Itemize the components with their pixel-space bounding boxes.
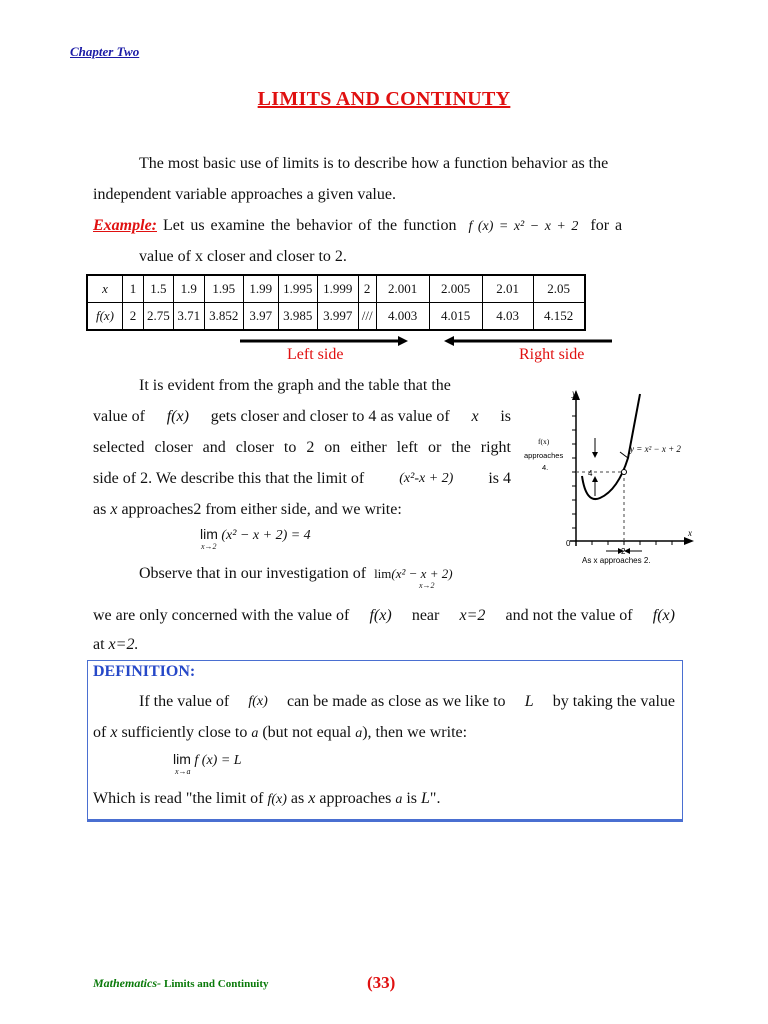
table-cell-x: 1.995 [278,275,317,303]
page-number: (33) [367,973,396,992]
example-text: Let us examine the behavior of the function [163,217,457,234]
definition-line-2 [93,717,467,749]
values-table [86,274,586,331]
text: If the value of [139,693,230,710]
a-term: a [395,792,403,807]
origin-label: 0 [566,539,571,548]
x-term: x [308,790,316,807]
fx-term: f(x) [166,408,189,425]
text: can be made as close as we like to [286,693,506,710]
footer-subject-label: Mathematics- [93,976,161,990]
text: Which is read "the limit of [93,790,264,807]
text: as [93,501,107,518]
table-cell-x: 2.05 [533,275,585,303]
fx-term: f(x) [652,607,675,624]
text: and not the value of [505,607,633,624]
footer-subject [93,976,269,991]
text: approaches2 from either side, and we write: [121,501,402,518]
hole-point [622,470,627,475]
table-cell-fx: 4.152 [533,303,585,331]
table-cell-fx: 3.852 [204,303,243,331]
x-term: x [110,501,118,518]
page-title: LIMITS AND CONTINUTY [257,88,511,110]
example-line-2: value of x closer and closer to 2. [139,248,347,265]
at-line [93,629,138,660]
lim-expr: (x² − x + 2) = 4 [221,528,311,543]
text: sufficiently close to [121,724,248,741]
x-axis-arrow-icon [684,537,694,545]
definition-lim-subscript: x→a [175,767,191,776]
example-label: Example: [93,217,157,234]
intro-line-2: independent variable approaches a given value. [93,186,396,203]
text: we are only concerned with the value of [93,607,350,624]
explanation-line-1: It is evident from the graph and the table that the [139,377,451,394]
text: is 4 [488,470,511,487]
text: is [500,408,511,425]
lim-subscript: x→2 [201,542,217,551]
table-cell-x: 1.999 [317,275,358,303]
table-cell-fx: 2.75 [144,303,174,331]
text: of [93,724,107,741]
explanation-line-5 [93,494,511,525]
table-cell-fx: 3.985 [278,303,317,331]
text: gets closer and closer to 4 as value of [210,408,450,425]
y-axis-label: y [572,388,576,398]
table-cell-x: 1.5 [144,275,174,303]
text: (but not equal [262,724,352,741]
fx-note-3: 4. [542,463,549,472]
definition-line-1 [93,686,675,717]
x-term: x=2. [108,636,139,653]
text: side of 2. We describe this that the limit of [93,470,365,487]
definition-title: DEFINITION: [93,663,196,680]
table-cell-fx: 3.97 [243,303,278,331]
observe-lim: lim [374,566,392,581]
table-cell-x: 1.99 [243,275,278,303]
x-axis-label: x [688,528,692,538]
text: ), then we write: [362,724,468,741]
lim-expr: f (x) = L [194,753,242,768]
text: at [93,636,105,653]
tick-4-label: 4 [588,469,593,478]
text: as [290,790,305,807]
parabola-graph [520,386,710,568]
L-term: L [524,693,534,710]
table-row-x [87,275,585,303]
left-side-label: Left side [287,346,344,363]
curve-label: y = x² − x + 2 [630,444,681,454]
observe-line [139,565,453,583]
example-formula: f (x) = x² − x + 2 [468,219,579,234]
fx-note-1: f(x) [538,437,550,446]
lim-word: lim [173,751,191,767]
table-cell-fx: 4.03 [482,303,533,331]
a-term: a [355,726,363,741]
concern-line [93,600,675,631]
table-cell-x: 2 [358,275,376,303]
explanation-line-2 [93,401,511,432]
observe-subscript: x→2 [419,581,435,590]
fx-term: f(x) [267,792,287,807]
text: approaches [319,790,392,807]
example-line [93,210,675,242]
x-term: x=2 [459,607,486,624]
table-cell-x: 1.95 [204,275,243,303]
intro-line-1: The most basic use of limits is to describe how a function behavior as the [139,155,609,172]
table-cell-fx: 2 [123,303,144,331]
table-cell-x: 2.001 [376,275,429,303]
x-term: x [471,408,479,425]
explanation-line-4 [93,463,511,494]
definition-read-line [93,783,440,815]
text: ". [429,790,441,807]
explanation-line-3: selected closer and closer to 2 on either left or the right [93,439,511,456]
fx-note-2: approaches [524,451,564,460]
table-cell-fx: 4.003 [376,303,429,331]
fx-term: f(x) [248,694,268,709]
table-cell-fx: 3.71 [173,303,204,331]
L-term: L [421,790,430,807]
table-header-x: x [87,275,123,303]
text: near [411,607,440,624]
text: Observe that in our investigation of [139,565,367,582]
text: by taking the value [552,693,675,710]
text: value of [93,408,145,425]
a-term: a [251,726,259,741]
table-cell-fx: 4.015 [429,303,482,331]
footer-topic: Limits and Continuity [164,978,269,990]
table-cell-x: 2.01 [482,275,533,303]
lim-word: lim [200,526,218,542]
table-cell-x: 2.005 [429,275,482,303]
table-header-fx: f(x) [87,303,123,331]
right-side-label: Right side [519,346,585,363]
table-row-fx [87,303,585,331]
expr-term: (x²-x + 2) [399,471,454,486]
fx-term: f(x) [369,607,392,624]
table-cell-x: 1.9 [173,275,204,303]
text: is [406,790,417,807]
x-term: x [110,724,118,741]
example-text-b: for a [590,217,623,234]
tick-2-label: 2 [621,547,626,556]
observe-expr: (x² − x + 2) [391,566,453,581]
table-cell-x: 1 [123,275,144,303]
chapter-label: Chapter Two [70,44,140,59]
table-cell-fx: /// [358,303,376,331]
graph-caption: As x approaches 2. [582,556,651,565]
explanation [93,370,511,525]
table-cell-fx: 3.997 [317,303,358,331]
values-table-wrap [86,274,586,331]
